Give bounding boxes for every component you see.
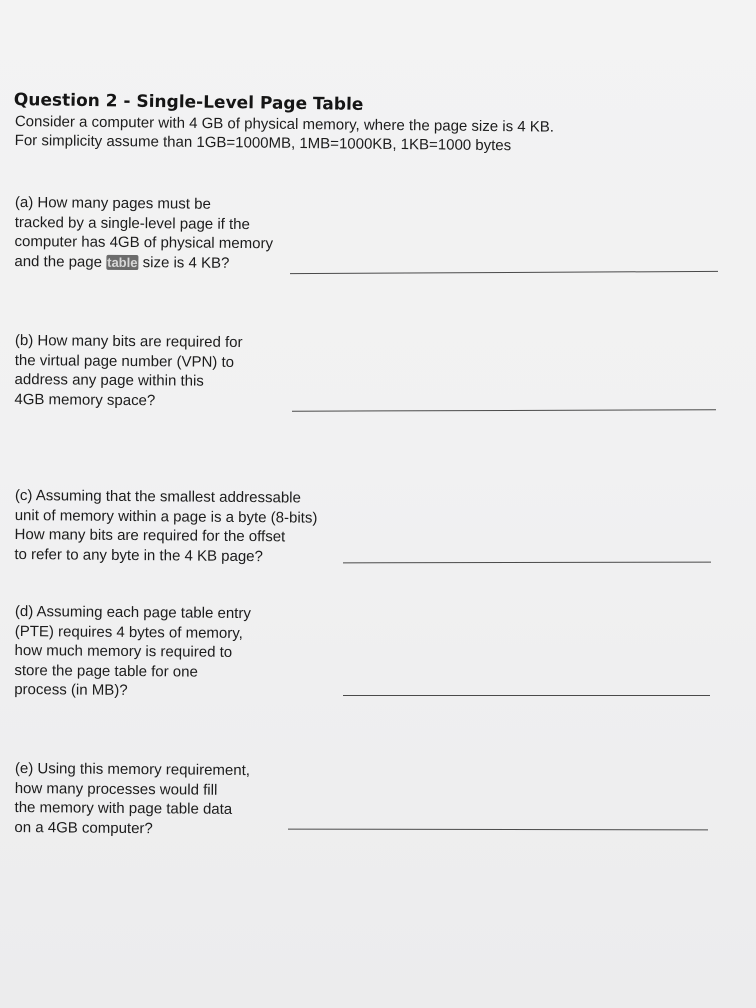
question-c-line: to refer to any byte in the 4 KB page? xyxy=(14,545,263,565)
question-d-line: process (in MB)? xyxy=(14,680,128,699)
highlighted-word: table xyxy=(107,254,138,270)
answer-line-d[interactable] xyxy=(343,695,710,696)
question-b-line: the virtual page number (VPN) to xyxy=(14,351,235,371)
answer-line-e[interactable] xyxy=(288,829,708,831)
question-b-line: address any page within this xyxy=(14,370,204,390)
question-intro xyxy=(15,112,555,156)
question-b-line: 4GB memory space? xyxy=(14,390,156,409)
question-e xyxy=(14,759,250,839)
question-a-line: computer has 4GB of physical memory xyxy=(14,232,274,253)
intro-line: Consider a computer with 4 GB of physical memory, where the page size is 4 KB. xyxy=(14,112,555,136)
answer-line-a[interactable] xyxy=(290,271,718,274)
question-c xyxy=(14,486,317,567)
question-a xyxy=(14,193,273,273)
question-c-line: unit of memory within a page is a byte (8-bits) xyxy=(14,506,318,527)
question-d-line: how much memory is required to xyxy=(14,641,233,661)
question-title: Question 2 - Single-Level Page Table xyxy=(13,90,364,115)
question-e-line: the memory with page table data xyxy=(14,798,233,818)
question-b-line: (b) How many bits are required for xyxy=(14,331,243,351)
question-c-line: (c) Assuming that the smallest addressable xyxy=(14,486,301,507)
question-e-line: (e) Using this memory requirement, xyxy=(14,759,251,780)
question-a-line: (a) How many pages must be xyxy=(14,193,211,213)
question-a-text-before: and the page xyxy=(14,252,107,271)
question-d-line: (PTE) requires 4 bytes of memory, xyxy=(14,622,243,642)
answer-line-b[interactable] xyxy=(292,409,716,411)
question-d-line: (d) Assuming each page table entry xyxy=(14,602,251,623)
question-d xyxy=(14,602,251,702)
answer-line-c[interactable] xyxy=(343,562,711,564)
question-e-line: on a 4GB computer? xyxy=(14,818,153,837)
question-a-line: tracked by a single-level page if the xyxy=(14,213,250,233)
question-d-line: store the page table for one xyxy=(14,661,198,681)
question-a-line xyxy=(14,251,273,273)
question-e-line: how many processes would fill xyxy=(14,779,218,799)
question-a-text-after: size is 4 KB? xyxy=(138,253,230,272)
question-c-line: How many bits are required for the offset xyxy=(14,525,286,546)
intro-line: For simplicity assume than 1GB=1000MB, 1MB=1000KB, 1KB=1000 bytes xyxy=(14,131,512,155)
question-b xyxy=(14,331,242,411)
